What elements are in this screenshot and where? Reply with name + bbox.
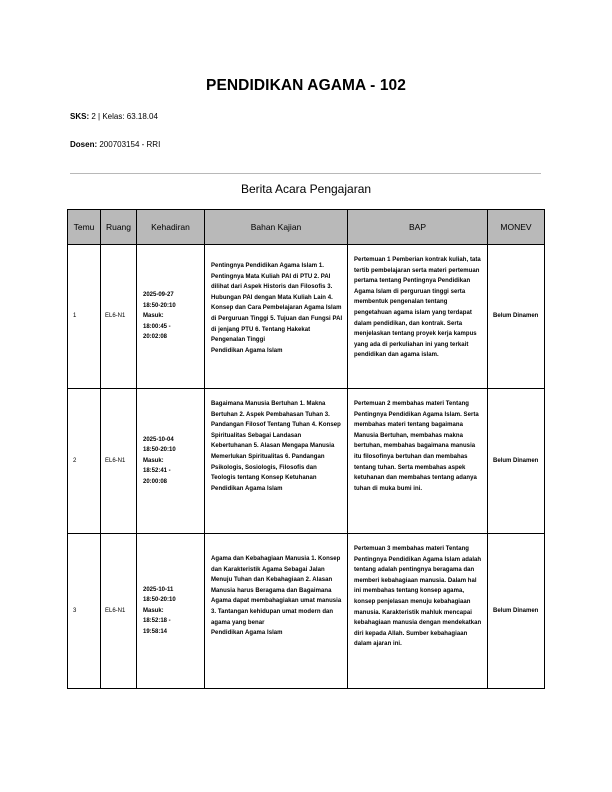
dosen-value: 200703154 - RRI xyxy=(99,140,161,149)
table-row xyxy=(68,534,545,689)
section-title: Berita Acara Pengajaran xyxy=(240,182,372,196)
bahan-kajian-cell: Bagaimana Manusia Bertuhan 1. Makna Bertuhan 2. Aspek Pembahasan Tuhan 3. Pandangan Filosof Tentang Tuhan 4. Konsep Spiritualitas Sebagai Landasan Kebertuhanan 5. Alasan Mengapa Manusia Memerlukan Spiritualitas 6. Pandangan Psikologis, Sosiologis, Filosofis dan Teologis tentang Konsep Ketuhanan Pendidikan Agama Islam xyxy=(205,389,348,534)
dosen-line xyxy=(70,140,160,149)
col-header-ruang: Ruang xyxy=(101,210,137,245)
kehadiran-cell: 2025-09-27 18:50-20:10 Masuk: 18:00:45 - 20:02:08 xyxy=(137,245,205,389)
ruang-cell: EL6-N1 xyxy=(101,245,137,389)
bahan-kajian-cell: Pentingnya Pendidikan Agama Islam 1. Pentingnya Mata Kuliah PAI di PTU 2. PAI dilihat dari Aspek Historis dan Filosofis 3. Hubungan PAI dengan Mata Kuliah Lain 4. Konsep dan Cara Pembelajaran Agama Islam di Perguruan Tinggi 5. Tujuan dan Fungsi PAI di jenjang PTU 6. Tentang Hakekat Pengenalan Tinggi Pendidikan Agama Islam xyxy=(205,245,348,389)
divider xyxy=(70,173,541,174)
col-header-kehadiran: Kehadiran xyxy=(137,210,205,245)
monev-status: Belum Dinamen xyxy=(488,534,545,689)
bap-cell: Pertemuan 2 membahas materi Tentang Pentingnya Pendidikan Agama Islam. Serta membahas materi tentang bagaimana Manusia Bertuhan, membahas makna bertuhan, membahas bagaimana manusia itu filosofinya bertuhan dan membahas tentang tuhan. Serta membahas aspek ketuhanan dan membahas tentang adanya tuhan di muka bumi ini. xyxy=(348,389,488,534)
table-row xyxy=(68,245,545,389)
temu-cell: 3 xyxy=(68,534,101,689)
col-header-bap: BAP xyxy=(348,210,488,245)
dosen-label: Dosen: xyxy=(70,140,98,149)
bap-cell: Pertemuan 1 Pemberian kontrak kuliah, tata tertib pembelajaran serta materi pertemuan pertama tentang Pentingnya Pendidikan Agama Islam di perguruan tinggi serta membentuk pengenalan tentang pengetahuan agama islam yang terdapat dalam pendidikan, dan kontrak. Serta menjelaskan tentang proyek kerja kampus yang ada di perkuliahan ini yang terkait pendidikan dan agama islam. xyxy=(348,245,488,389)
table-row xyxy=(68,389,545,534)
page-title: PENDIDIKAN AGAMA - 102 xyxy=(206,77,406,94)
ruang-cell: EL6-N1 xyxy=(101,534,137,689)
table-header-row xyxy=(68,210,545,245)
col-header-monev: MONEV xyxy=(488,210,545,245)
bahan-kajian-cell: Agama dan Kebahagiaan Manusia 1. Konsep dan Karakteristik Agama Sebagai Jalan Menuju Tuhan dan Kebahagiaan 2. Alasan Manusia harus Beragama dan Bagaimana Agama dapat membahagiakan umat manusia 3. Tantangan kehidupan umat modern dan agama yang benar Pendidikan Agama Islam xyxy=(205,534,348,689)
monev-status: Belum Dinamen xyxy=(488,245,545,389)
temu-cell: 1 xyxy=(68,245,101,389)
bap-cell: Pertemuan 3 membahas materi Tentang Pentingnya Pendidikan Agama Islam adalah tentang adalah pentingnya beragama dan memberi kebahagiaan manusia. Dalam hal ini membahas tentang konsep agama, konsep penjelasan menuju kebahagiaan manusia. Karakteristik mahluk mencapai kebahagiaan manusia dengan mendekatkan diri kepada Allah. Sumber kebahagiaan dalam ajaran ini. xyxy=(348,534,488,689)
col-header-temu: Temu xyxy=(68,210,101,245)
monev-status: Belum Dinamen xyxy=(488,389,545,534)
kehadiran-cell: 2025-10-11 18:50-20:10 Masuk: 18:52:18 - 19:58:14 xyxy=(137,534,205,689)
ruang-cell: EL6-N1 xyxy=(101,389,137,534)
sks-label: SKS: xyxy=(70,112,90,121)
sks-line xyxy=(70,112,158,121)
bap-table xyxy=(67,209,545,689)
col-header-bahan-kajian: Bahan Kajian xyxy=(205,210,348,245)
kehadiran-cell: 2025-10-04 18:50-20:10 Masuk: 18:52:41 - 20:00:08 xyxy=(137,389,205,534)
sks-value: 2 | Kelas: 63.18.04 xyxy=(91,112,158,121)
temu-cell: 2 xyxy=(68,389,101,534)
